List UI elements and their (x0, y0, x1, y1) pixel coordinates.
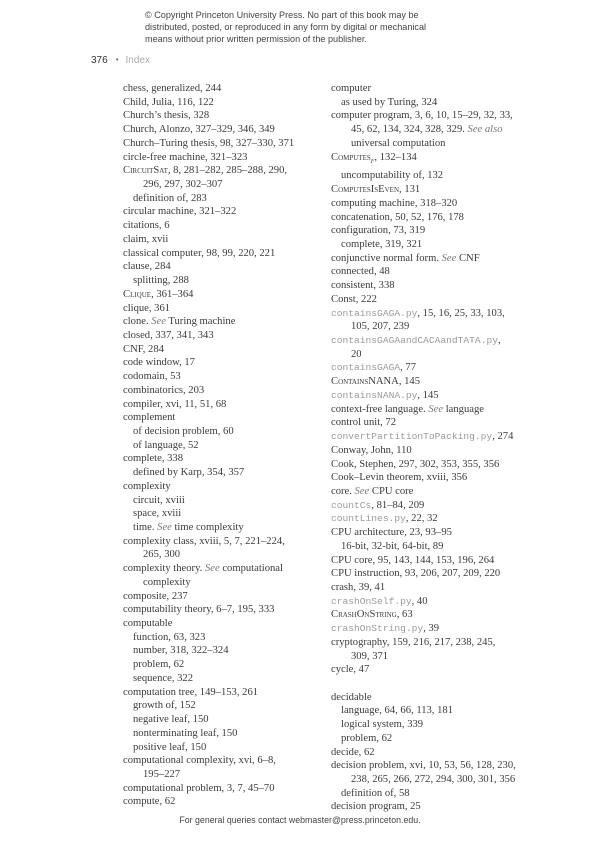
index-entry (331, 361, 566, 375)
entry-text: classical computer, 98, 99, 220, 221 (123, 247, 276, 259)
index-entry (123, 315, 323, 329)
entry-text: clause, 284 (123, 261, 171, 273)
entry-text: , 39 (423, 623, 440, 635)
index-entry (123, 288, 323, 302)
index-entry-continuation (123, 548, 323, 562)
index-entry (123, 754, 323, 768)
index-subentry (123, 507, 323, 521)
running-head (91, 55, 150, 66)
index-entry (331, 265, 566, 279)
entry-text: computation tree, 149–153, 261 (123, 686, 259, 698)
entry-text: , 81–84, 209 (371, 499, 425, 511)
index-entry (331, 746, 566, 760)
index-entry (331, 499, 566, 513)
entry-text: definition of, 283 (133, 192, 207, 204)
entry-text: complexity (143, 576, 191, 588)
index-entry (123, 782, 323, 796)
index-entry (123, 452, 323, 466)
index-subentry (123, 658, 323, 672)
entry-text: positive leaf, 150 (133, 741, 207, 753)
entry-text: of decision problem, 60 (133, 425, 234, 437)
index-entry-continuation (331, 137, 566, 151)
index-entry (331, 403, 566, 417)
entry-text: negative leaf, 150 (133, 714, 209, 726)
small-caps-term: Computes (331, 151, 371, 163)
index-entry (331, 526, 566, 540)
index-entry (123, 109, 323, 123)
index-entry (331, 252, 566, 266)
index-entry (123, 82, 323, 96)
entry-text: computational problem, 3, 7, 45–70 (123, 782, 275, 794)
entry-text: core. (331, 485, 355, 497)
entry-text: computer program, 3, 6, 10, 15–29, 32, 33, (331, 110, 513, 122)
entry-text: complexity class, xviii, 5, 7, 221–224, (123, 535, 285, 547)
entry-text: CPU architecture, 23, 93–95 (331, 527, 452, 539)
entry-text: decision program, 25 (331, 801, 421, 813)
entry-text: computable (123, 618, 173, 630)
index-entry (123, 302, 323, 316)
index-entry (331, 82, 566, 96)
entry-text: language, 64, 66, 113, 181 (341, 705, 453, 717)
code-term: countCs (331, 499, 372, 511)
index-entry (123, 96, 323, 110)
page-number: 376 (91, 55, 108, 66)
entry-text: Child, Julia, 116, 122 (123, 96, 214, 108)
entry-text: , 77 (400, 362, 416, 374)
entry-text: Cook, Stephen, 297, 302, 353, 355, 356 (331, 458, 500, 470)
index-subentry (331, 540, 566, 554)
entry-text: , 361–364 (151, 288, 194, 300)
index-entry (123, 343, 323, 357)
index-letter-gap (331, 677, 566, 691)
index-entry-continuation (331, 320, 566, 334)
index-subentry (331, 96, 566, 110)
footer-contact: For general queries contact webmaster@press.princeton.edu. (179, 815, 421, 825)
code-term: countLines.py (331, 513, 406, 525)
index-entry (331, 444, 566, 458)
entry-text: of language, 52 (133, 439, 199, 451)
entry-text: Church, Alonzo, 327–329, 346, 349 (123, 124, 275, 136)
entry-text: , 132–134 (374, 151, 417, 163)
index-entry (123, 370, 323, 384)
entry-text: CPU instruction, 93, 206, 207, 209, 220 (331, 568, 501, 580)
small-caps-term: ContainsNANA (331, 376, 399, 388)
copyright-notice (145, 9, 475, 45)
index-entry (331, 663, 566, 677)
entry-text: , 145 (417, 389, 439, 401)
index-entry (123, 562, 323, 576)
index-subentry (331, 787, 566, 801)
entry-text: , 8, 281–282, 285–288, 290, (167, 165, 288, 177)
entry-text: Church’s thesis, 328 (123, 110, 210, 122)
entry-text: time complexity (171, 522, 244, 533)
entry-text: Turing machine (165, 316, 236, 328)
index-entry (123, 123, 323, 137)
entry-text: control unit, 72 (331, 417, 397, 429)
entry-text: 296, 297, 302–307 (143, 179, 223, 191)
index-entry (331, 109, 566, 123)
entry-text: concatenation, 50, 52, 176, 178 (331, 211, 464, 223)
index-entry (123, 617, 323, 631)
index-entry (331, 458, 566, 472)
entry-text: circuit, xviii (133, 494, 185, 506)
index-entry-continuation (331, 773, 566, 787)
entry-text: clique, 361 (123, 302, 171, 314)
entry-text: nonterminating leaf, 150 (133, 727, 238, 739)
index-entry (331, 307, 566, 321)
index-entry-continuation (331, 348, 566, 362)
small-caps-term: CrashOnString (331, 609, 397, 621)
index-column-left (123, 82, 323, 809)
entry-text: , 63 (396, 609, 413, 621)
index-entry-continuation (123, 178, 323, 192)
entry-text: 195–227 (143, 768, 181, 780)
small-caps-term: Clique (123, 288, 152, 300)
index-entry (331, 334, 566, 348)
index-entry (331, 224, 566, 238)
entry-text: universal computation (351, 137, 446, 149)
entry-text: conjunctive normal form. (331, 252, 442, 264)
see-reference: See (157, 522, 172, 533)
copyright-line: means without prior written permission of the publisher. (145, 34, 367, 44)
code-term: convertPartitionToPacking.py (331, 431, 493, 443)
index-entry (331, 691, 566, 705)
entry-text: chess, generalized, 244 (123, 83, 222, 94)
entry-text: code window, 17 (123, 357, 195, 369)
index-entry (123, 590, 323, 604)
index-entry-continuation (123, 768, 323, 782)
entry-text: compute, 62 (123, 796, 176, 808)
code-term: crashOnSelf.py (331, 595, 412, 607)
entry-text: 238, 265, 266, 272, 294, 300, 301, 356 (351, 774, 516, 786)
entry-text: uncomputability of, 132 (341, 170, 444, 182)
index-entry (331, 608, 566, 622)
index-subentry (331, 169, 566, 183)
entry-text: complexity theory. (123, 563, 205, 575)
index-entry (123, 603, 323, 617)
entry-text: computational (219, 563, 283, 575)
index-entry (123, 480, 323, 494)
index-entry (123, 205, 323, 219)
index-subentry (123, 672, 323, 686)
entry-text: , 145 (398, 376, 421, 388)
code-term: crashOnString.py (331, 623, 424, 635)
entry-text: CNF (456, 252, 480, 264)
entry-text: decidable (331, 691, 372, 703)
index-entry (331, 485, 566, 499)
index-subentry (123, 192, 323, 206)
entry-text: connected, 48 (331, 266, 390, 278)
index-subentry (123, 631, 323, 645)
code-term: containsGAGAandCACAandTATA.py (331, 335, 498, 347)
index-entry-continuation (331, 123, 566, 137)
index-entry (123, 795, 323, 809)
see-reference: See (151, 316, 166, 328)
index-entry (123, 329, 323, 343)
entry-text: computing machine, 318–320 (331, 197, 458, 209)
index-entry (123, 151, 323, 165)
entry-text: 20 (351, 348, 362, 360)
index-entry (331, 183, 566, 197)
entry-text: decision problem, xvi, 10, 53, 56, 128, 230, (331, 760, 516, 772)
index-entry (331, 554, 566, 568)
index-subentry (331, 704, 566, 718)
index-subentry (123, 274, 323, 288)
index-entry (123, 233, 323, 247)
entry-text: complement (123, 412, 176, 424)
index-entry (331, 471, 566, 485)
index-entry (123, 219, 323, 233)
index-subentry (331, 718, 566, 732)
entry-text: as used by Turing, 324 (341, 96, 438, 108)
entry-text: sequence, 322 (133, 672, 194, 684)
index-subentry (123, 699, 323, 713)
index-entry (331, 567, 566, 581)
entry-text: context-free language. (331, 403, 429, 415)
entry-text: time. (133, 522, 158, 533)
entry-text: definition of, 58 (341, 787, 410, 799)
index-entry-continuation (123, 576, 323, 590)
index-entry (331, 800, 566, 814)
index-subentry (123, 713, 323, 727)
index-subentry (331, 732, 566, 746)
index-column-right (331, 82, 566, 814)
entry-text: , 131 (399, 184, 421, 196)
small-caps-term: CircuitSat (123, 165, 168, 177)
entry-text: cryptography, 159, 216, 217, 238, 245, (331, 636, 496, 648)
index-entry (331, 595, 566, 609)
entry-text: citations, 6 (123, 220, 170, 232)
entry-text: splitting, 288 (133, 275, 189, 287)
entry-text: 45, 62, 134, 324, 328, 329. (351, 124, 468, 136)
index-entry (331, 197, 566, 211)
index-entry (123, 356, 323, 370)
entry-text: Church–Turing thesis, 98, 327–330, 371 (123, 137, 295, 149)
index-entry (331, 211, 566, 225)
entry-text: Const, 222 (331, 293, 377, 305)
code-term: containsGAGA (331, 362, 401, 374)
entry-text: problem, 62 (133, 659, 185, 671)
entry-text: configuration, 73, 319 (331, 225, 426, 237)
entry-text: 309, 371 (351, 650, 389, 662)
entry-text: complete, 338 (123, 453, 184, 465)
index-entry (123, 398, 323, 412)
index-subentry (123, 644, 323, 658)
index-entry (331, 430, 566, 444)
entry-text: crash, 39, 41 (331, 581, 386, 593)
index-entry (331, 581, 566, 595)
entry-text: computability theory, 6–7, 195, 333 (123, 604, 275, 616)
index-entry (331, 375, 566, 389)
bullet-separator: • (115, 55, 119, 64)
index-entry (123, 247, 323, 261)
entry-text: Conway, John, 110 (331, 444, 412, 456)
entry-text: 105, 207, 239 (351, 321, 410, 333)
entry-text: codomain, 53 (123, 371, 181, 383)
index-entry (123, 137, 323, 151)
see-reference: See (204, 563, 220, 575)
entry-text: CPU core (369, 485, 414, 497)
entry-text: cycle, 47 (331, 664, 370, 676)
index-entry (331, 293, 566, 307)
entry-text: 16-bit, 32-bit, 64-bit, 89 (341, 540, 444, 552)
index-entry (331, 389, 566, 403)
index-entry (123, 686, 323, 700)
subscript: F (370, 158, 375, 165)
entry-text: function, 63, 323 (133, 631, 206, 643)
see-reference: See (428, 403, 444, 415)
index-entry (331, 279, 566, 293)
index-entry (331, 512, 566, 526)
index-subentry (123, 727, 323, 741)
entry-text: number, 318, 322–324 (133, 645, 229, 657)
index-entry (123, 411, 323, 425)
entry-text: , 15, 16, 25, 33, 103, (417, 307, 505, 319)
index-subentry (123, 494, 323, 508)
index-entry (331, 636, 566, 650)
copyright-line: © Copyright Princeton University Press. No part of this book may be (145, 10, 419, 20)
entry-text: computer (331, 83, 372, 94)
entry-text: closed, 337, 341, 343 (123, 329, 214, 341)
entry-text: CPU core, 95, 143, 144, 153, 196, 264 (331, 554, 495, 566)
index-entry (123, 384, 323, 398)
index-entry (331, 622, 566, 636)
entry-text: decide, 62 (331, 746, 375, 758)
entry-text: , 40 (411, 595, 428, 607)
entry-text: defined by Karp, 354, 357 (133, 467, 245, 479)
entry-text: , 22, 32 (405, 513, 438, 525)
entry-text: problem, 62 (341, 732, 393, 744)
code-term: containsNANA.py (331, 389, 418, 401)
entry-text: growth of, 152 (133, 700, 196, 712)
entry-text: Cook–Levin theorem, xviii, 356 (331, 472, 468, 484)
index-subentry (123, 425, 323, 439)
entry-text: composite, 237 (123, 590, 188, 602)
index-entry (123, 535, 323, 549)
entry-text: complexity (123, 480, 171, 492)
entry-text: computational complexity, xvi, 6–8, (123, 755, 276, 767)
entry-text: compiler, xvi, 11, 51, 68 (123, 398, 227, 410)
index-subentry (123, 439, 323, 453)
index-entry-continuation (331, 650, 566, 664)
see-reference: See also (467, 124, 503, 136)
entry-text: logical system, 339 (341, 719, 424, 731)
entry-text: , (497, 335, 501, 347)
entry-text: consistent, 338 (331, 280, 395, 292)
section-title: Index (125, 55, 150, 66)
entry-text: language (443, 403, 484, 415)
see-reference: See (441, 252, 457, 264)
index-subentry (123, 466, 323, 480)
entry-text: circle-free machine, 321–323 (123, 151, 248, 163)
entry-text: clone. (123, 316, 152, 328)
index-entry (123, 260, 323, 274)
small-caps-term: ComputesIsEven (331, 184, 400, 196)
entry-text: claim, xvii (123, 233, 169, 245)
index-subentry (123, 521, 323, 535)
entry-text: CNF, 284 (123, 343, 164, 355)
index-subentry (331, 238, 566, 252)
entry-text: circular machine, 321–322 (123, 206, 237, 218)
entry-text: 265, 300 (143, 549, 181, 561)
index-entry (331, 759, 566, 773)
see-reference: See (354, 485, 370, 497)
index-entry (331, 151, 566, 170)
index-subentry (123, 741, 323, 755)
entry-text: complete, 319, 321 (341, 239, 423, 251)
copyright-line: distributed, posted, or reproduced in any form by digital or mechanical (145, 22, 427, 32)
code-term: containsGAGA.py (331, 307, 418, 319)
index-entry (331, 416, 566, 430)
index-entry (123, 164, 323, 178)
entry-text: combinatorics, 203 (123, 384, 205, 396)
entry-text: , 274 (492, 431, 514, 443)
entry-text: space, xviii (133, 508, 182, 520)
